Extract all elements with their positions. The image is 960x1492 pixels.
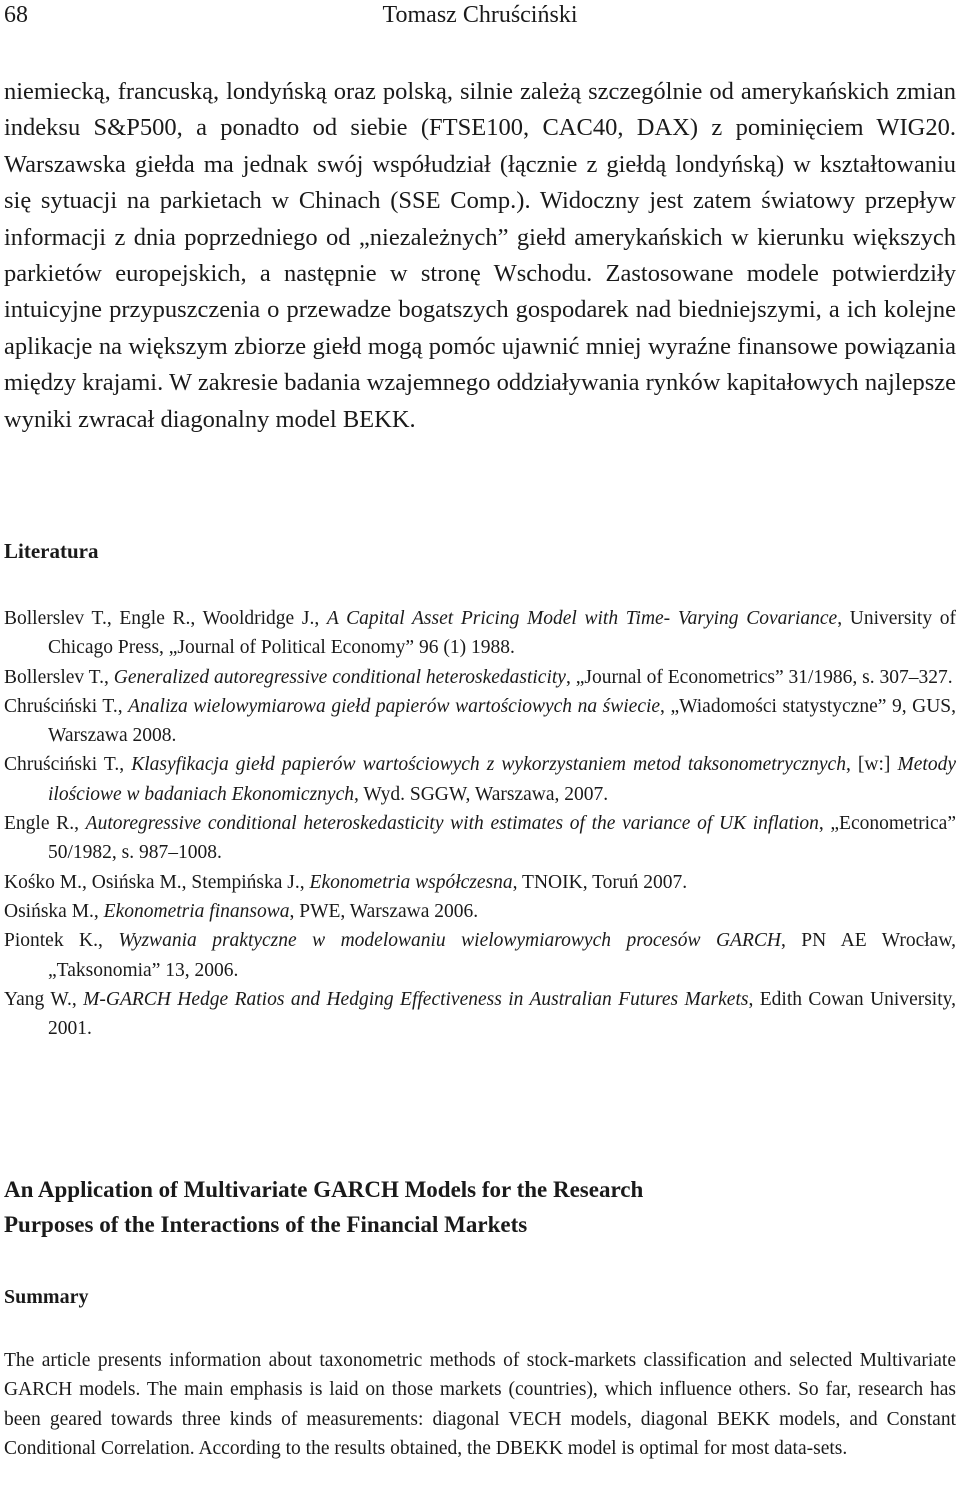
reference-connector: , [w:] [845, 754, 898, 776]
reference-details: , Wyd. SGGW, Warszawa, 2007. [353, 783, 609, 805]
reference-details: , PN AE Wrocław, „Taksonomia” 13, 2006. [48, 930, 957, 981]
reference-authors: Chruściński T., [4, 754, 132, 776]
reference-details: , „Econometrica” 50/1982, s. 987–1008. [48, 813, 956, 864]
reference-title: Analiza wielowymiarowa giełd papierów wartościowych na świecie [128, 695, 661, 717]
reference-details: , Edith Cowan University, 2001. [48, 988, 956, 1040]
reference-title: A Capital Asset Pricing Model with Time- Varying Covariance [326, 608, 838, 629]
summary-heading: Summary [4, 1286, 89, 1308]
running-header [4, 0, 956, 34]
page-number: 68 [4, 2, 28, 28]
reference-item [4, 663, 956, 692]
reference-details: , TNOIK, Toruń 2007. [512, 871, 688, 893]
reference-item [4, 985, 956, 1044]
reference-title: Ekonometria współczesna [309, 871, 513, 893]
reference-details: , „Wiadomości statystyczne” 9, GUS, Warszawa 2008. [48, 695, 956, 747]
reference-item [4, 868, 956, 897]
reference-authors: Chruściński T., [4, 695, 129, 717]
running-header-author: Tomasz Chruściński [382, 2, 578, 28]
reference-details: , „Journal of Econometrics” 31/1986, s. 307–327. [565, 666, 953, 688]
reference-details: , University of Chicago Press, „Journal of Political Economy” 96 (1) 1988. [48, 608, 956, 659]
reference-list [4, 604, 956, 1043]
reference-authors: Bollerslev T., [4, 666, 114, 688]
english-article-title [4, 1172, 643, 1242]
reference-title: M-GARCH Hedge Ratios and Hedging Effectiveness in Australian Futures Markets [83, 988, 749, 1010]
reference-authors: Bollerslev T., Engle R., Wooldridge J., [4, 608, 327, 629]
reference-authors: Piontek K., [4, 930, 119, 952]
reference-item [4, 604, 956, 663]
reference-details: , PWE, Warszawa 2006. [289, 900, 479, 922]
reference-item [4, 897, 956, 926]
reference-item [4, 809, 956, 868]
literature-heading: Literatura [4, 539, 99, 563]
reference-book-title: Metody ilościowe w badaniach Ekonomicznych [48, 754, 956, 805]
reference-item [4, 750, 956, 809]
reference-title: Wyzwania praktyczne w modelowaniu wielowymiarowych procesów GARCH [118, 930, 781, 952]
reference-title: Autoregressive conditional heteroskedasticity with estimates of the variance of UK inflation [85, 813, 819, 835]
reference-title: Ekonometria finansowa [103, 900, 290, 922]
english-title-line-1: An Application of Multivariate GARCH Models for the Research [4, 1177, 644, 1202]
summary-paragraph: The article presents information about taxonometric methods of stock-markets classification and selected Multivariate GARCH models. The main emphasis is laid on those markets (countries), which influence others. So far, research has been geared towards three kinds of measurements: diagonal VECH models, diagonal BEKK models, and Constant Conditional Correlation. According to the results obtained, the DBEKK model is optimal for most data-sets. [4, 1350, 956, 1459]
body-paragraph: niemiecką, francuską, londyńską oraz polską, silnie zależą szczególnie od amerykańskich zmian indeksu S&P500, a ponadto od siebie (FTSE100, CAC40, DAX) z pominięciem WIG20. Warszawska giełda ma jednak swój współudział (łącznie z giełdą londyńską) w kształtowaniu się sytuacji na parkietach w Chinach (SSE Comp.). Widoczny jest zatem światowy przepływ informacji z dnia poprzedniego od „niezależnych” giełd amerykańskich w kierunku większych parkietów europejskich, a następnie w stronę Wschodu. Zastosowane modele potwierdziły intuicyjne przypuszczenia o przewadze bogatszych gospodarek nad biedniejszymi, a ich kolejne aplikacje na większym zbiorze giełd mogą pomóc ujawnić mniej wyraźne finansowe powiązania między krajami. W zakresie badania wzajemnego oddziaływania rynków kapitałowych najlepsze wyniki zwracał diagonalny model BEKK. [4, 78, 956, 433]
reference-title: Klasyfikacja giełd papierów wartościowych z wykorzystaniem metod taksonometrycznych [131, 754, 846, 776]
english-title-line-2: Purposes of the Interactions of the Financial Markets [4, 1212, 528, 1237]
reference-title: Generalized autoregressive conditional heteroskedasticity [113, 666, 566, 688]
reference-item [4, 692, 956, 751]
reference-authors: Yang W., [4, 988, 84, 1010]
reference-authors: Kośko M., Osińska M., Stempińska J., [4, 871, 310, 893]
reference-authors: Osińska M., [4, 900, 104, 922]
reference-authors: Engle R., [4, 813, 86, 835]
reference-item [4, 926, 956, 985]
